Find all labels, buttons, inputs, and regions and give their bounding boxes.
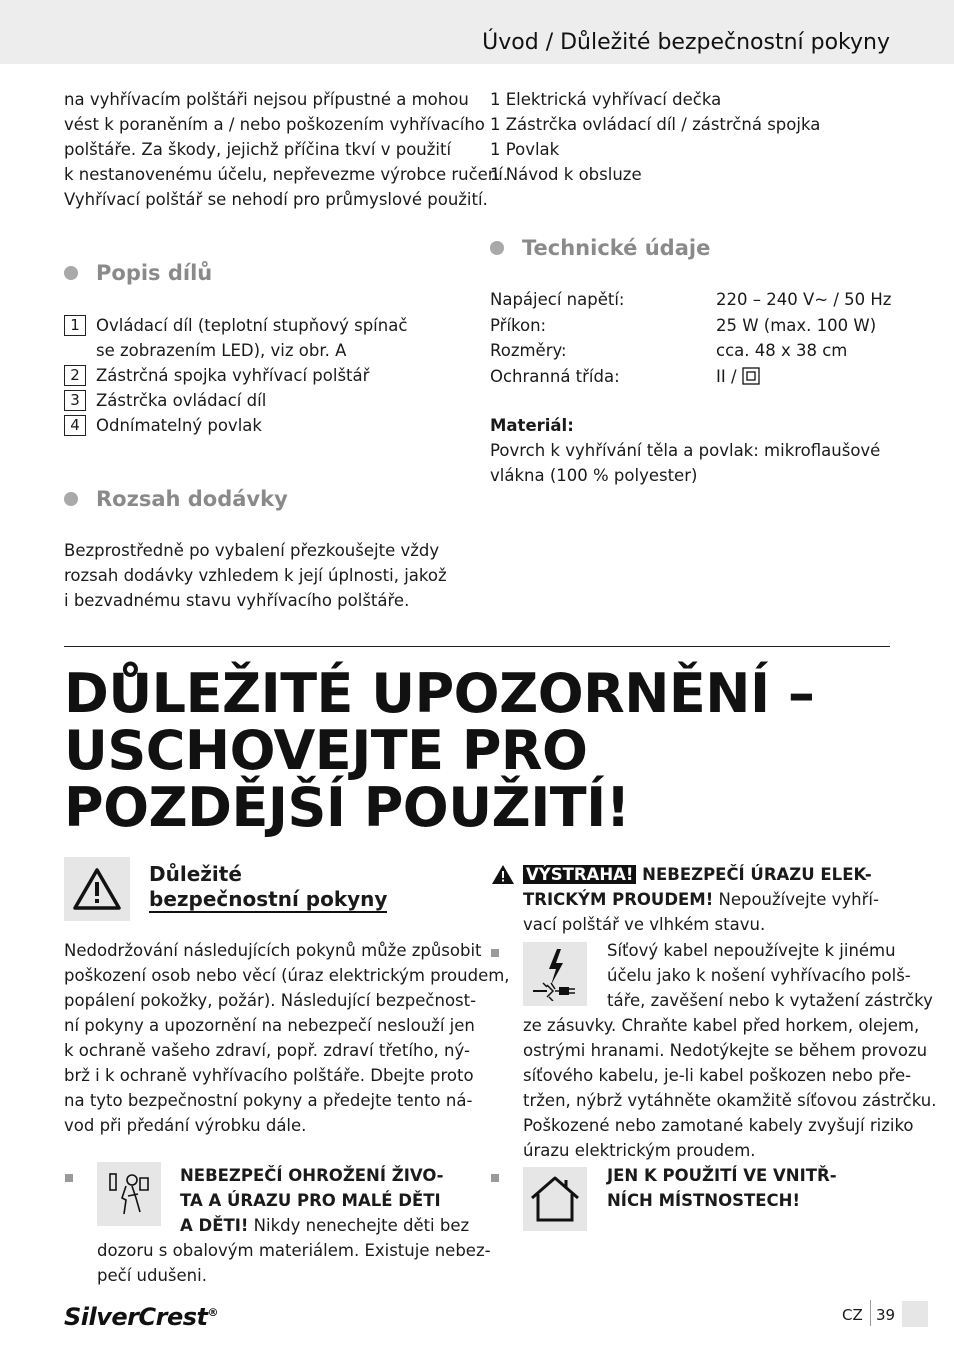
title-line: USCHOVEJTE PRO [64,719,588,782]
part-label-cont: se zobrazením LED), viz obr. A [96,341,347,360]
text-line: polštáře. Za škody, jejichž příčina tkví v použití [64,140,452,159]
text-line: účelu jako k nošení vyhřívacího polš- [607,966,911,985]
section-heading-tech [490,234,890,262]
text-line: táře, zavěšení nebo k vytažení zástrčky [607,991,933,1010]
list-item [64,363,469,388]
brand-logo [64,1298,218,1332]
text-line: brž i k ochraně vyhřívacího polštáře. Dbejte proto [64,1066,474,1085]
bullet-dot [64,266,78,280]
material-label: Materiál: [490,416,574,435]
text-line: popálení pokožky, požár). Následující bezpečnost- [64,991,477,1010]
section-heading-label: Technické údaje [522,236,711,260]
page-header-title: Úvod / Důležité bezpečnostní pokyny [482,30,890,55]
part-label: Ovládací díl (teplotní stupňový spínač [96,316,408,335]
text-line: poškození osob nebo věcí (úraz elektrickým proudem, [64,966,510,985]
electric-shock-icon-tile [523,942,587,1006]
warning-tile [64,857,130,921]
list-item: 1 Návod k obsluze [490,165,642,184]
delivery-paragraph [64,538,469,613]
part-label: Zástrčná spojka vyhřívací polštář [96,366,370,385]
text-line: Poškozené nebo zamotané kabely zvyšují riziko [523,1116,914,1135]
cable-warning-paragraph [523,1013,936,1163]
list-item: 1 Zástrčka ovládací díl / zástrčná spojka [490,115,821,134]
text-line: Povrch k vyhřívání těla a povlak: mikroflaušové [490,441,881,460]
text-line: k nestanovenému účelu, nepřevezme výrobce ručení. [64,165,509,184]
house-icon [528,1174,582,1224]
tech-label: Rozměry: [490,341,567,360]
list-item [64,388,469,413]
bullet-dot [64,492,78,506]
main-title [64,662,924,839]
text-line: Bezprostředně po vybalení přezkoušejte vždy [64,541,440,560]
safety-heading [149,862,387,912]
section-heading-label: Rozsah dodávky [96,487,288,511]
safety-heading-line: bezpečnostní pokyny [149,887,388,911]
footer-divider [870,1300,871,1326]
text-line: ostrými hranami. Nedotýkejte se během provozu [523,1041,928,1060]
warning-triangle-icon [491,864,515,885]
shock-warning-bold: NEBEZPEČÍ ÚRAZU ELEK- [636,865,872,884]
tech-value: 220 – 240 V~ / 50 Hz [716,290,892,309]
text-line: rozsah dodávky vzhledem k její úplnosti, jakož [64,566,447,585]
list-item [64,313,469,338]
safety-heading-line: Důležité [149,862,242,886]
shock-warning-bold: TRICKÝM PROUDEM! [523,890,714,909]
shock-warning-line [523,887,879,912]
bullet-square [65,1174,73,1182]
language-code: CZ [842,1306,863,1324]
shock-warning-line: vací polštář ve vlhkém stavu. [523,915,766,934]
text-line: ze zásuvky. Chraňte kabel před horkem, olejem, [523,1016,920,1035]
page-number: 39 [876,1306,896,1324]
indoor-warning-line: NÍCH MÍSTNOSTECH! [607,1191,800,1210]
indoor-warning-line: JEN K POUŽITÍ VE VNITŘ- [607,1166,837,1185]
material-paragraph [490,438,890,488]
footer-tab [902,1301,928,1327]
part-number: 3 [64,390,86,411]
tech-value: 25 W (max. 100 W) [716,315,877,335]
children-warning-line: NEBEZPEČÍ OHROŽENÍ ŽIVO- [180,1166,444,1185]
warning-triangle-icon [72,867,122,911]
text-line: ní pokyny a upozornění na nebezpečí neslouží jen [64,1016,475,1035]
tech-value-text: II / [716,366,742,386]
text-line: úrazu elektrickým proudem. [523,1141,756,1160]
registered-mark: ® [207,1306,218,1319]
children-warning-line [180,1213,469,1238]
section-heading-label: Popis dílů [96,261,213,285]
bullet-dot [490,241,504,255]
text-line: na vyhřívacím polštáři nejsou přípustné a mohou [64,90,469,109]
tech-label: Napájecí napětí: [490,290,625,309]
text-line: Síťový kabel nepoužívejte k jinému [607,941,896,960]
text-line: vést k poraněním a / nebo poškozením vyhřívacího [64,115,485,134]
text-line: i bezvadnému stavu vyhřívacího polštáře. [64,591,410,610]
tech-value [716,364,760,390]
text-line: k ochraně vašeho zdraví, popř. zdraví třetího, ný- [64,1041,470,1060]
children-warning-line: pečí udušeni. [97,1266,207,1285]
child-icon-tile [97,1162,161,1226]
tech-value: cca. 48 x 38 cm [716,341,848,360]
text-line: vod při předání výrobku dále. [64,1116,307,1135]
class-ii-icon [742,367,760,385]
children-warning-text: Nikdy nenechejte děti bez [248,1216,470,1235]
electric-shock-icon [529,947,581,1001]
contents-list [490,87,890,187]
table-row [490,287,910,313]
part-number: 2 [64,365,86,386]
bullet-square [491,1174,499,1182]
table-row [490,338,910,364]
table-row [490,364,910,390]
brand-name: SilverCrest [64,1303,208,1331]
text-line: vlákna (100 % polyester) [490,466,698,485]
list-item: 1 Povlak [490,140,560,159]
text-line: Vyhřívací polštář se nehodí pro průmyslové použití. [64,190,488,209]
title-line: DŮLEŽITÉ UPOZORNĚNÍ – [64,662,815,725]
list-item [64,413,469,438]
part-label: Odnímatelný povlak [96,416,262,435]
tech-label: Ochranná třída: [490,366,620,386]
section-heading-delivery [64,485,469,513]
list-item: 1 Elektrická vyhřívací dečka [490,90,722,109]
cable-warning-paragraph [607,938,933,1013]
shock-warning-line [523,862,872,887]
table-row [490,313,910,339]
tech-label: Příkon: [490,315,547,335]
house-icon-tile [523,1167,587,1231]
part-number: 4 [64,415,86,436]
text-line: síťového kabelu, je-li kabel poškozen nebo pře- [523,1066,912,1085]
part-label: Zástrčka ovládací díl [96,391,267,410]
parts-list [64,313,469,438]
text-line: na tyto bezpečnostní pokyny a předejte tento ná- [64,1091,473,1110]
divider [64,646,890,647]
text-line: Nedodržování následujících pokynů může způsobit [64,941,482,960]
child-icon [104,1168,154,1220]
shock-warning-text: Nepoužívejte vyhří- [713,890,879,909]
children-warning-bold: A DĚTI! [180,1216,249,1235]
safety-paragraph [64,938,510,1138]
children-warning-line: dozoru s obalovým materiálem. Existuje nebez- [97,1241,491,1260]
title-line: POZDĚJŠÍ POUŽITÍ! [64,776,630,839]
vystraha-badge: VÝSTRAHA! [523,865,636,884]
children-warning-line: TA A ÚRAZU PRO MALÉ DĚTI [180,1191,441,1210]
intro-paragraph [64,87,509,212]
section-heading-parts [64,259,469,287]
tech-table [490,287,910,389]
text-line: tržen, nýbrž vytáhněte okamžitě síťovou zástrčku. [523,1091,937,1110]
bullet-square [491,949,499,957]
part-number: 1 [64,315,86,336]
